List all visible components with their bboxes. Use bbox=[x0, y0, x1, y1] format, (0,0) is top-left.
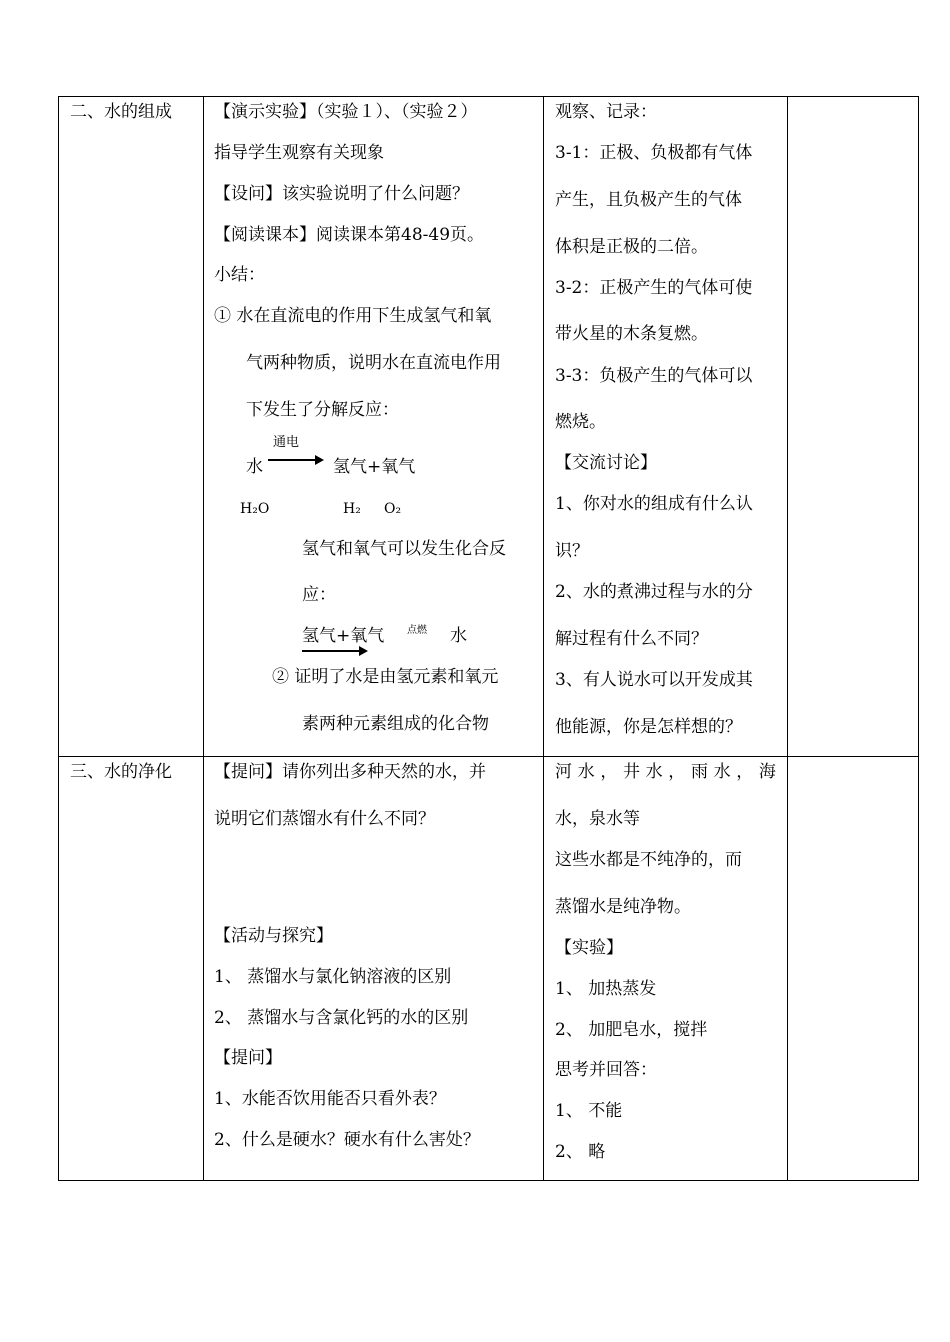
row1-col3-line1: 观察、记录： bbox=[555, 102, 657, 122]
row1-col2-line2: 指导学生观察有关现象 bbox=[214, 143, 384, 163]
table-border-bottom bbox=[58, 1180, 919, 1181]
lesson-table bbox=[58, 96, 919, 1181]
row2-col2-line5: 2、 蒸馏水与含氯化钙的水的区别 bbox=[214, 1008, 469, 1028]
row1-col3-line3: 产生，且负极产生的气体 bbox=[555, 190, 742, 210]
equation2-reactants: 氢气+氧气 bbox=[302, 626, 385, 646]
row2-col3-line3: 这些水都是不纯净的，而 bbox=[555, 850, 742, 870]
row2-col2-line3: 【活动与探究】 bbox=[214, 926, 333, 946]
row1-col2-line11: ② 证明了水是由氢元素和氧元 bbox=[272, 667, 499, 687]
row1-col2-line7: 气两种物质，说明水在直流电作用 bbox=[246, 353, 501, 373]
row1-col2-line5: 小结： bbox=[214, 265, 265, 285]
row1-col3-line14: 3、有人说水可以开发成其 bbox=[555, 670, 753, 690]
row1-col2-line3: 【设问】该实验说明了什么问题？ bbox=[214, 184, 469, 204]
row2-col3-line2: 水，泉水等 bbox=[555, 809, 640, 829]
row1-col3-line10: 1、你对水的组成有什么认 bbox=[555, 494, 753, 514]
row2-col3-line10: 2、 略 bbox=[555, 1142, 606, 1162]
char: 水 bbox=[713, 762, 731, 782]
row1-col3-line6: 带火星的木条复燃。 bbox=[555, 324, 708, 344]
row2-col2-line2: 说明它们蒸馏水有什么不同？ bbox=[214, 809, 435, 829]
char: ， bbox=[736, 762, 754, 782]
row1-col2-line4: 【阅读课本】阅读课本第48-49页。 bbox=[214, 225, 485, 245]
row2-col3-line6: 1、 加热蒸发 bbox=[555, 979, 657, 999]
row2-col3-line1 bbox=[555, 761, 776, 783]
row1-col3-line11: 识？ bbox=[555, 541, 589, 561]
row1-col3-line9: 【交流讨论】 bbox=[555, 453, 657, 473]
row1-col2-line1: 【演示实验】（实验１）、（实验２） bbox=[214, 102, 478, 122]
row1-col2-line10: 应： bbox=[302, 585, 336, 605]
row1-col3-line12: 2、水的煮沸过程与水的分 bbox=[555, 582, 753, 602]
row2-col2-line6: 【提问】 bbox=[214, 1048, 282, 1068]
column-divider-2 bbox=[543, 96, 544, 1181]
formula-h2: H₂ bbox=[343, 501, 361, 517]
formula-o2: O₂ bbox=[384, 501, 402, 517]
equation1-arrow-icon bbox=[268, 459, 322, 461]
row1-col2-line8: 下发生了分解反应： bbox=[246, 400, 399, 420]
row1-col3-line2: 3-1：正极、负极都有气体 bbox=[555, 143, 753, 163]
row2-col2-line1: 【提问】请你列出多种天然的水，并 bbox=[214, 762, 486, 782]
equation2-condition: 点燃 bbox=[407, 625, 427, 636]
row2-col2-line7: 1、水能否饮用能否只看外表？ bbox=[214, 1089, 446, 1109]
section-title-water-purification: 三、水的净化 bbox=[70, 762, 172, 782]
equation1-condition: 通电 bbox=[273, 435, 300, 450]
row2-col3-line5: 【实验】 bbox=[555, 938, 623, 958]
row1-col3-line7: 3-3：负极产生的气体可以 bbox=[555, 366, 753, 386]
row2-col3-line8: 思考并回答： bbox=[555, 1060, 657, 1080]
char: 河 bbox=[555, 762, 572, 782]
section-title-water-composition: 二、水的组成 bbox=[70, 102, 172, 122]
table-border-left bbox=[58, 96, 59, 1181]
equation2-product: 水 bbox=[450, 626, 467, 646]
char: 雨 bbox=[690, 762, 708, 782]
equation1-products: 氢气+氧气 bbox=[333, 457, 416, 477]
row2-col3-line4: 蒸馏水是纯净物。 bbox=[555, 897, 691, 917]
char: ， bbox=[600, 762, 618, 782]
equation1-reactant: 水 bbox=[246, 457, 263, 477]
row1-col2-line12: 素两种元素组成的化合物 bbox=[302, 714, 489, 734]
char: 水 bbox=[645, 762, 663, 782]
table-border-right bbox=[918, 96, 919, 1181]
row2-col2-line4: 1、 蒸馏水与氯化钠溶液的区别 bbox=[214, 967, 452, 987]
row1-col2-line9: 氢气和氧气可以发生化合反 bbox=[302, 539, 506, 559]
table-border-top bbox=[58, 96, 919, 97]
row2-col2-line8: 2、什么是硬水？硬水有什么害处？ bbox=[214, 1130, 480, 1150]
row2-col3-line7: 2、 加肥皂水，搅拌 bbox=[555, 1020, 708, 1040]
row1-col3-line5: 3-2：正极产生的气体可使 bbox=[555, 278, 753, 298]
row-divider bbox=[58, 756, 919, 757]
column-divider-3 bbox=[787, 96, 788, 1181]
char: 井 bbox=[622, 762, 640, 782]
column-divider-1 bbox=[203, 96, 204, 1181]
row1-col3-line8: 燃烧。 bbox=[555, 412, 606, 432]
char: ， bbox=[668, 762, 686, 782]
formula-h2o: H₂O bbox=[240, 501, 270, 517]
char: 水 bbox=[577, 762, 595, 782]
char: 海 bbox=[758, 762, 776, 782]
row1-col2-line6: ① 水在直流电的作用下生成氢气和氧 bbox=[214, 306, 492, 326]
row1-col3-line13: 解过程有什么不同？ bbox=[555, 629, 708, 649]
row1-col3-line4: 体积是正极的二倍。 bbox=[555, 237, 708, 257]
row1-col3-line15: 他能源，你是怎样想的？ bbox=[555, 717, 742, 737]
row2-col3-line9: 1、 不能 bbox=[555, 1101, 623, 1121]
equation2-arrow-icon bbox=[302, 650, 366, 652]
